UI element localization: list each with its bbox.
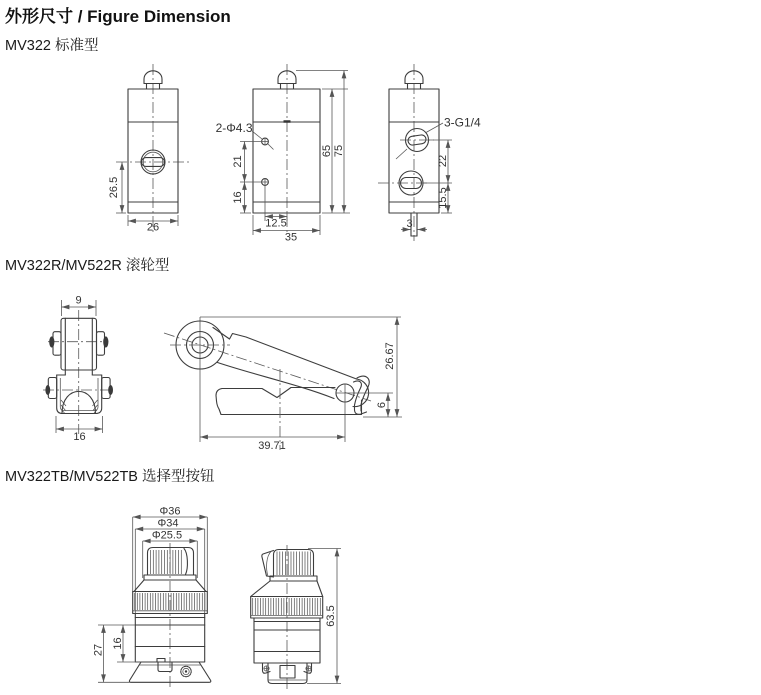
dim-label-75: 75	[333, 144, 345, 158]
dim-label-26-67: 26.67	[384, 342, 396, 370]
dim-label-35: 35	[284, 231, 298, 244]
mv322-front-view	[108, 64, 191, 234]
section-label-selector-button: MV322TB/MV522TB 选择型按钮	[5, 469, 215, 485]
dim-label-btn-16: 16	[112, 637, 124, 650]
dim-label-15-5: 15.5	[437, 187, 449, 209]
mv322-ports-view	[378, 64, 481, 241]
dim-label-height: 26.5	[108, 176, 120, 199]
roller-side-view	[164, 317, 402, 452]
button-front-view	[93, 506, 211, 691]
section-label-roller-type: MV322R/MV522R 滚轮型	[5, 258, 170, 274]
dim-label-3: 3	[406, 218, 413, 230]
hole-callout-label: 2-Φ4.3	[215, 121, 253, 135]
dim-label-22: 22	[437, 154, 449, 168]
section-label-mv322-standard: MV322 标准型	[5, 38, 99, 54]
dim-label-roller-16: 16	[73, 431, 86, 443]
dim-label-16: 16	[232, 191, 244, 204]
dim-label-6: 6	[376, 401, 388, 409]
dim-label-39-71: 39.71	[258, 440, 286, 452]
dim-label-21: 21	[232, 155, 244, 168]
page-title: 外形尺寸 / Figure Dimension	[5, 7, 231, 26]
dim-label-d34: Φ34	[157, 517, 179, 530]
dim-label-btn-27: 27	[92, 643, 105, 657]
dim-label-65: 65	[321, 144, 333, 158]
dim-label-9: 9	[75, 294, 82, 307]
button-side-view	[251, 545, 341, 690]
dim-label-width: 26	[146, 221, 160, 234]
roller-front-view	[43, 295, 113, 444]
dim-label-63-5: 63.5	[325, 605, 337, 627]
thread-callout-label: 3-G1/4	[444, 115, 481, 130]
dim-label-d36: Φ36	[159, 505, 181, 518]
dim-label-12-5: 12.5	[265, 217, 287, 230]
dim-label-d25-5: Φ25.5	[151, 529, 183, 542]
mv322-side-view	[216, 64, 350, 244]
